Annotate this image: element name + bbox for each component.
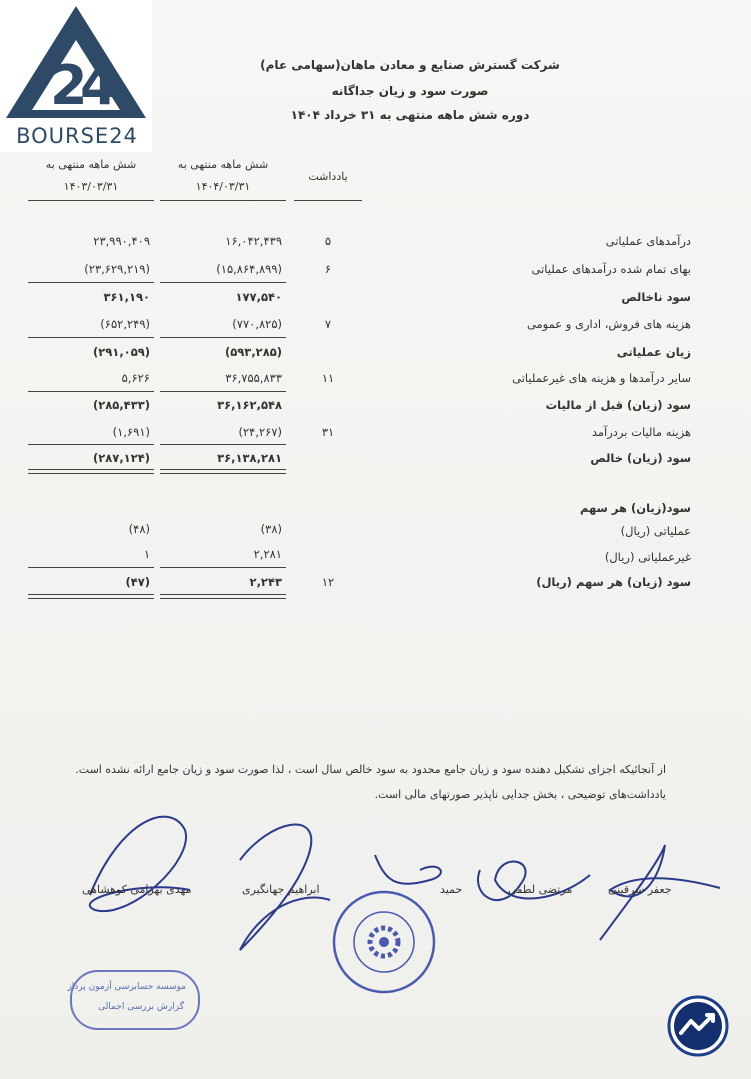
row-note: ۱۱	[321, 371, 335, 385]
company-seal-icon	[330, 888, 438, 996]
row-prior-value: ۳۶۱,۱۹۰	[103, 290, 150, 304]
row-current-value: ۲,۲۴۳	[249, 575, 282, 589]
row-label: غیرعملیاتی (ریال)	[604, 550, 691, 564]
row-prior-value: ۵,۶۲۶	[121, 371, 150, 385]
row-prior-value: (۶۵۲,۲۴۹)	[100, 317, 150, 331]
row-label: سود (زیان) هر سهم (ریال)	[536, 575, 691, 589]
current-period-header: شش ماهه منتهی به	[177, 158, 269, 171]
note-column-header: یادداشت	[308, 170, 348, 183]
statement-title: صورت سود و زیان جداگانه	[331, 84, 489, 98]
row-current-value: ۱۷۷,۵۴۰	[235, 290, 282, 304]
eps-heading: سود(زیان) هر سهم	[579, 501, 691, 515]
row-label: سایر درآمدها و هزینه های غیرعملیاتی	[512, 371, 691, 385]
subtotal-rule	[160, 337, 286, 338]
signatory-name: حمید	[440, 883, 463, 896]
total-double-rule	[160, 469, 286, 474]
row-note: ۶	[324, 262, 332, 276]
row-label: سود ناخالص	[621, 290, 691, 304]
auditor-stamp-line: گزارش بررسی اجمالی	[98, 1002, 184, 1012]
signatory-name: ابراهیم جهانگیری	[242, 883, 320, 896]
row-prior-value: (۱,۶۹۱)	[112, 425, 150, 439]
current-header-rule	[160, 200, 286, 201]
row-note: ۱۲	[321, 575, 335, 589]
row-label: زیان عملیاتی	[616, 345, 691, 359]
auditor-stamp-line: موسسه حسابرسی آزمون پرداز	[67, 982, 186, 992]
row-label: هزینه های فروش، اداری و عمومی	[526, 317, 691, 331]
row-prior-value: (۲۸۵,۴۳۳)	[93, 398, 150, 412]
prior-period-header: شش ماهه منتهی به	[45, 158, 137, 171]
subtotal-rule	[28, 444, 154, 445]
row-current-value: ۳۶,۱۳۸,۲۸۱	[217, 451, 282, 465]
row-current-value: ۱۶,۰۴۲,۴۳۹	[225, 234, 282, 248]
row-prior-value: (۲۳,۶۲۹,۲۱۹)	[84, 262, 150, 276]
statement-period: دوره شش ماهه منتهی به ۳۱ خرداد ۱۴۰۴	[290, 108, 530, 122]
logo-text: BOURSE24	[16, 124, 138, 148]
subtotal-rule	[28, 391, 154, 392]
total-double-rule	[28, 594, 154, 599]
footer-note-comprehensive-income: از آنجائیکه اجزای تشکیل دهنده سود و زیان جامع محدود به سود خالص سال است ، لذا صورت سود و زیان جامع ارائه نشده است.	[75, 763, 666, 776]
subtotal-rule	[160, 282, 286, 283]
row-current-value: (۳۸)	[260, 522, 282, 536]
row-note: ۷	[324, 317, 332, 331]
signatory-name: مهدی بهرامی کوهشاهی	[82, 883, 192, 896]
row-label: سود (زیان) خالص	[590, 451, 691, 465]
svg-text:4: 4	[80, 54, 118, 117]
row-prior-value: (۲۹۱,۰۵۹)	[93, 345, 150, 359]
subtotal-rule	[160, 567, 286, 568]
row-note: ۵	[324, 234, 332, 248]
row-label: عملیاتی (ریال)	[620, 524, 691, 538]
subtotal-rule	[28, 282, 154, 283]
note-header-rule	[294, 200, 362, 201]
subtotal-rule	[160, 444, 286, 445]
trend-badge-icon	[667, 995, 729, 1057]
bourse24-logo	[0, 0, 152, 152]
prior-header-rule	[28, 200, 154, 201]
total-double-rule	[28, 469, 154, 474]
row-prior-value: ۱	[143, 547, 150, 561]
signatory-name: مرتضی لطفی	[508, 883, 573, 896]
subtotal-rule	[28, 567, 154, 568]
row-note: ۳۱	[321, 425, 335, 439]
row-label: هزینه مالیات بردرآمد	[591, 425, 691, 439]
prior-period-date: ۱۴۰۳/۰۳/۳۱	[63, 180, 119, 193]
row-prior-value: (۲۸۷,۱۲۴)	[93, 451, 150, 465]
row-prior-value: (۴۸)	[128, 522, 150, 536]
row-label: بهای تمام شده درآمدهای عملیاتی	[531, 262, 691, 276]
row-current-value: ۳۶,۷۵۵,۸۳۳	[225, 371, 282, 385]
svg-text:2: 2	[50, 54, 88, 117]
row-prior-value: ۲۳,۹۹۰,۴۰۹	[93, 234, 150, 248]
row-current-value: (۲۴,۲۶۷)	[238, 425, 282, 439]
row-current-value: ۲,۲۸۱	[253, 547, 282, 561]
row-current-value: ۳۶,۱۶۲,۵۴۸	[217, 398, 282, 412]
row-current-value: (۱۵,۸۶۴,۸۹۹)	[216, 262, 282, 276]
subtotal-rule	[28, 337, 154, 338]
logo-mark-icon	[0, 0, 152, 126]
total-double-rule	[160, 594, 286, 599]
subtotal-rule	[160, 391, 286, 392]
footer-note-explanatory: یادداشت‌های توضیحی ، بخش جدایی ناپذیر صورتهای مالی است.	[374, 788, 666, 801]
row-label: سود (زیان) قبل از مالیات	[545, 398, 691, 412]
row-label: درآمدهای عملیاتی	[605, 234, 691, 248]
signatory-name: جعفر سرقینی	[608, 883, 672, 896]
current-period-date: ۱۴۰۴/۰۳/۳۱	[195, 180, 251, 193]
row-current-value: (۷۷۰,۸۲۵)	[232, 317, 282, 331]
row-prior-value: (۴۷)	[125, 575, 150, 589]
auditor-stamp	[67, 970, 200, 1030]
company-name: شرکت گسترش صنایع و معادن ماهان(سهامی عام)	[260, 58, 560, 72]
row-current-value: (۵۹۳,۲۸۵)	[225, 345, 282, 359]
